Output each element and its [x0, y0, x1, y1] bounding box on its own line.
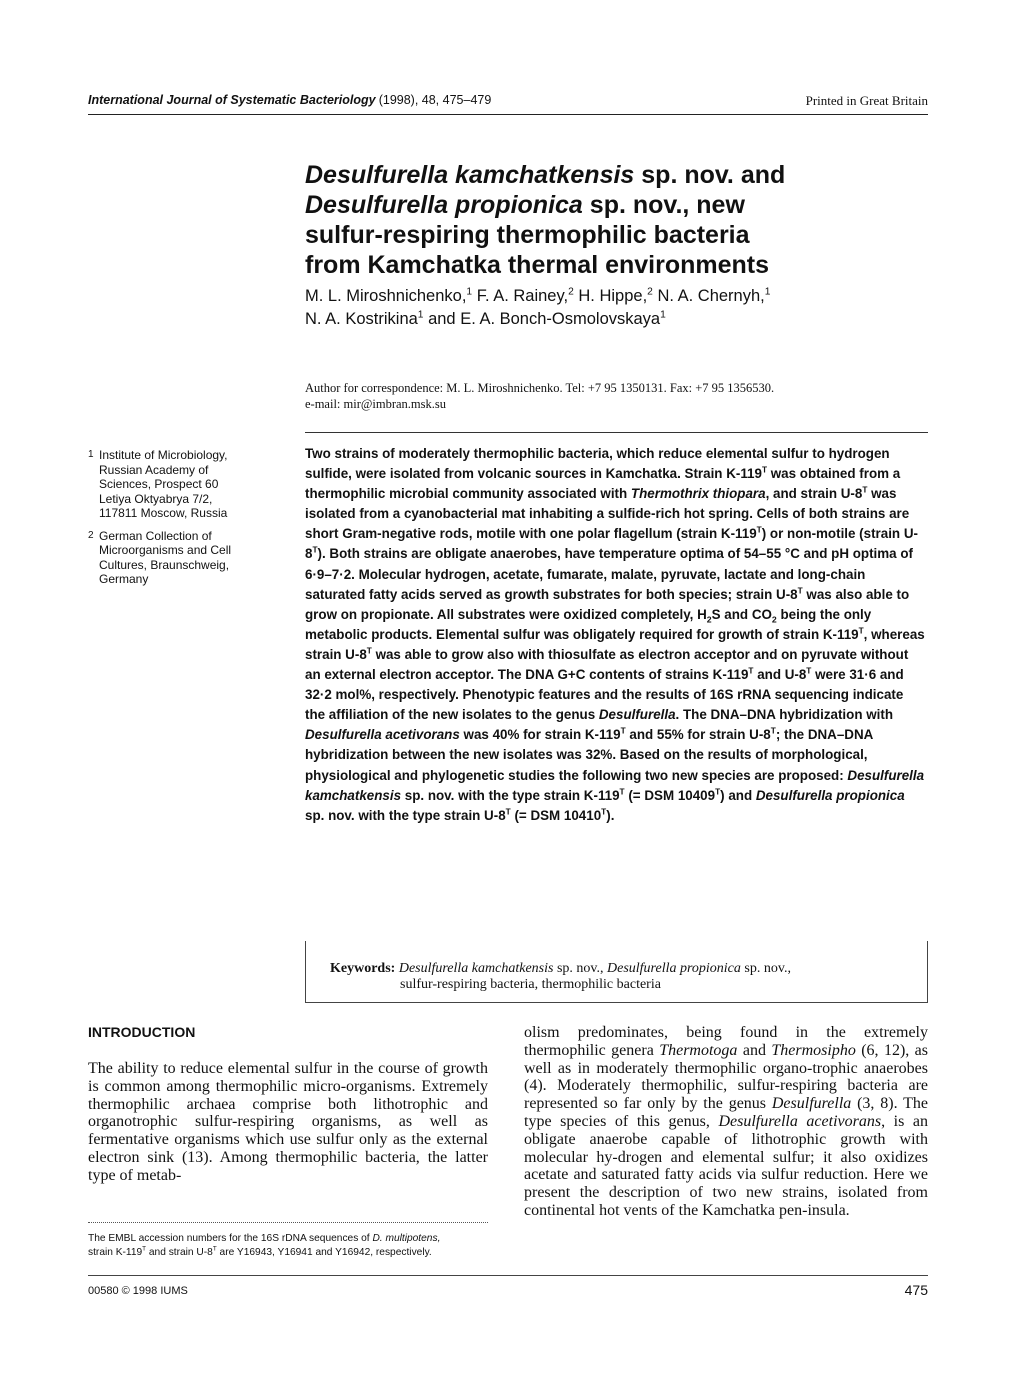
type-strain-mark: T — [797, 585, 803, 596]
type-strain-mark: T — [620, 725, 626, 736]
journal-name: International Journal of Systematic Bacteriology — [88, 93, 376, 107]
keyword-text: sp. nov., — [553, 961, 607, 976]
author-affil: 1 — [417, 309, 424, 321]
title-text: sp. nov., new — [582, 191, 745, 219]
type-strain-mark: T — [862, 484, 868, 495]
body-text: (6, 12), as well as in moderately thermophilic organo-trophic anaerobes (4). Moderately thermophilic, sulfur-respiring bacteria are represented so far only by the genus — [524, 1041, 929, 1113]
correspondence-contact: Author for correspondence: M. L. Miroshnichenko. Tel: +7 95 1350131. Fax: +7 95 1356530. — [305, 381, 775, 395]
footnote — [88, 1232, 488, 1260]
affiliation-line: Sciences, Prospect 60 — [99, 477, 219, 491]
author-affil: 2 — [647, 286, 653, 298]
intro-right-column — [524, 1024, 928, 1220]
abstract-text: , whereas strain U-8 — [305, 626, 925, 662]
abstract-text: was obtained from a thermophilic microbial community associated with — [305, 466, 901, 502]
correspondence — [305, 380, 925, 412]
keyword-text: sp. nov., — [740, 961, 791, 976]
affiliation-number: 2 — [88, 529, 94, 541]
abstract-text: ) and — [720, 787, 756, 803]
abstract — [305, 444, 925, 826]
abstract-text: (= DSM 10410 — [510, 807, 602, 823]
abstract-species: Desulfurella propionica — [755, 787, 905, 803]
type-strain-mark: T — [212, 1245, 217, 1253]
intro-left-column: The ability to reduce elemental sulfur in the course of growth is common among thermophilic micro-organisms. Extremely thermophilic archaea comprise both lithotrophic and organotrophic sulfur-respiring organisms, as well as fermentative organisms which use sulfur only as the external electron sink (13). Among thermophilic bacteria, the latter type of metab- — [88, 1060, 488, 1184]
header-rule — [88, 114, 928, 115]
abstract-text: S and CO — [711, 606, 772, 622]
body-species: Desulfurella acetivorans — [718, 1112, 882, 1130]
author: H. Hippe, — [578, 287, 648, 305]
type-strain-mark: T — [366, 645, 372, 656]
affiliation-line: Cultures, Braunschweig, — [99, 557, 230, 572]
affiliation-line: German Collection of — [99, 528, 212, 543]
section-heading: INTRODUCTION — [88, 1024, 196, 1040]
abstract-text: (= DSM 10409 — [624, 787, 716, 803]
subscript: 2 — [706, 614, 712, 625]
abstract-text: was able to grow also with thiosulfate as electron acceptor and on pyruvate without an external electron acceptor. The DNA G+C contents of strains K-119 — [305, 646, 909, 683]
type-strain-mark: T — [715, 786, 721, 797]
title-line-3: sulfur-respiring thermophilic bacteria — [305, 221, 750, 249]
body-text: and — [737, 1041, 772, 1059]
keyword: Desulfurella kamchatkensis — [398, 961, 554, 976]
abstract-text: were 31·6 and 32·2 mol%, respectively. Phenotypic features and the results of 16S rRNA sequencing indicate the affiliation of the new isolates to the genus — [305, 667, 904, 723]
abstract-species: Desulfurella — [598, 707, 676, 723]
affiliation-line: Microorganisms and Cell — [99, 543, 232, 557]
footnote-rule — [88, 1222, 488, 1223]
affiliations — [88, 448, 278, 595]
affiliation-2 — [88, 529, 278, 587]
footnote-text: The EMBL accession numbers for the 16S rDNA sequences of — [88, 1233, 373, 1244]
body-text: (3, 8). The type species of this genus, — [524, 1095, 928, 1130]
author-affil: 1 — [764, 286, 771, 298]
affiliation-number: 1 — [88, 449, 94, 460]
abstract-text: ; the DNA–DNA hybridization between the new isolates was 32%. Based on the results of morphological, physiological and phylogenetic studies the following two new species are proposed: — [305, 727, 873, 783]
body-species: Thermotoga — [659, 1041, 738, 1059]
type-strain-mark: T — [142, 1245, 147, 1253]
affiliation-line: Letiya Oktyabrya 7/2, — [99, 491, 213, 506]
abstract-text: Two strains of moderately thermophilic bacteria, which reduce elemental sulfur to hydrogen sulfide, were isolated from volcanic sources in Kamchatka. Strain K-119 — [305, 446, 890, 482]
keywords — [330, 961, 920, 993]
type-strain-mark: T — [770, 725, 776, 736]
body-text: olism predominates, being found in the extremely thermophilic genera — [524, 1024, 928, 1059]
journal-reference: (1998), 48, 475–479 — [378, 93, 492, 107]
printed-in: Printed in Great Britain — [805, 93, 928, 108]
author-affil: 2 — [568, 286, 574, 298]
affiliation-line: 117811 Moscow, Russia — [99, 506, 228, 520]
abstract-species: Thermothrix thiopara — [630, 486, 766, 502]
keyword-line: sulfur-respiring bacteria, thermophilic bacteria — [400, 977, 661, 992]
affiliation-line: Institute of Microbiology, — [99, 448, 228, 462]
subscript: 2 — [771, 614, 777, 625]
type-strain-mark: T — [761, 464, 768, 475]
type-strain-mark: T — [619, 786, 625, 797]
title-species-1: Desulfurella kamchatkensis — [305, 161, 635, 189]
abstract-text: ). — [606, 807, 615, 823]
type-strain-mark: T — [748, 665, 754, 676]
body-text: , is an obligate anaerobe capable of lithotrophic growth with molecular hy-drogen and elemental sulfur; it also oxidizes acetate and saturated fatty acids via sulfur reduction. Here we present the description of two new strains, isolated from continental hot vents of the Kamchatka pen-insula. — [524, 1112, 929, 1219]
author-affil: 1 — [466, 286, 473, 298]
page-number: 475 — [904, 1282, 928, 1298]
article-title — [305, 160, 865, 280]
affiliation-line: Germany — [99, 572, 149, 586]
footnote-text: and strain U-8 — [146, 1247, 213, 1258]
body-species: Desulfurella — [771, 1095, 852, 1113]
abstract-text: being the only metabolic products. Elemental sulfur was obligately required for growth of strain K-119 — [305, 606, 872, 642]
abstract-text: . The DNA–DNA hybridization with — [675, 707, 894, 723]
abstract-species: Desulfurella kamchatkensis — [305, 767, 925, 803]
author: N. A. Kostrikina — [305, 310, 418, 328]
author-affil: 1 — [660, 309, 666, 321]
abstract-text: was also able to grow on propionate. All substrates were oxidized completely, H — [305, 586, 910, 622]
abstract-text: , and strain U-8 — [765, 486, 863, 502]
footnote-species: D. multipotens, — [372, 1233, 441, 1244]
author: N. A. Chernyh, — [657, 287, 765, 305]
abstract-text: and 55% for strain U-8 — [625, 727, 771, 743]
author: M. L. Miroshnichenko, — [305, 287, 467, 305]
copyright: 00580 © 1998 IUMS — [88, 1285, 188, 1297]
type-strain-mark: T — [806, 665, 812, 676]
keywords-label: Keywords: — [330, 961, 396, 976]
footnote-text: are Y16943, Y16941 and Y16942, respectively. — [216, 1247, 432, 1258]
type-strain-mark: T — [505, 806, 511, 817]
abstract-text: ). Both strains are obligate anaerobes, have temperature optima of 54–55 °C and pH optima of 6·9–7·2. Molecular hydrogen, acetate, fumarate, malate, pyruvate, lactate and long-chain saturated fatty acids served as growth substrates for both species; strain U-8 — [305, 546, 913, 602]
abstract-text: sp. nov. with the type strain U-8 — [305, 807, 506, 823]
keyword: Desulfurella propionica — [607, 961, 741, 976]
affiliation-1 — [88, 448, 278, 521]
type-strain-mark: T — [601, 806, 607, 817]
abstract-rule — [305, 432, 928, 433]
title-species-2: Desulfurella propionica — [305, 191, 583, 219]
abstract-text: and U-8 — [753, 667, 807, 683]
running-head — [88, 93, 928, 108]
type-strain-mark: T — [756, 524, 762, 535]
body-species: Thermosipho — [771, 1041, 856, 1059]
footer-rule — [88, 1275, 928, 1276]
author-list — [305, 285, 925, 331]
type-strain-mark: T — [312, 545, 318, 555]
abstract-text: was isolated from a cyanobacterial mat inhabiting a sulfide-rich hot spring. Cells of both strains are short Gram-negative rods, motile with one polar flagellum (strain K-119 — [305, 486, 910, 542]
abstract-species: Desulfurella acetivorans — [305, 727, 460, 743]
title-text: sp. nov. and — [634, 161, 786, 189]
footnote-text: strain K-119 — [88, 1247, 143, 1258]
author: and E. A. Bonch-Osmolovskaya — [428, 310, 661, 328]
abstract-text: ) or non-motile (strain U-8 — [305, 526, 918, 562]
affiliation-line: Russian Academy of — [99, 462, 209, 477]
abstract-text: sp. nov. with the type strain K-119 — [401, 787, 620, 803]
type-strain-mark: T — [858, 625, 864, 636]
author: F. A. Rainey, — [476, 287, 569, 305]
correspondence-email: e-mail: mir@imbran.msk.su — [305, 397, 447, 411]
title-line-4: from Kamchatka thermal environments — [305, 251, 770, 279]
abstract-text: was 40% for strain K-119 — [459, 727, 621, 743]
